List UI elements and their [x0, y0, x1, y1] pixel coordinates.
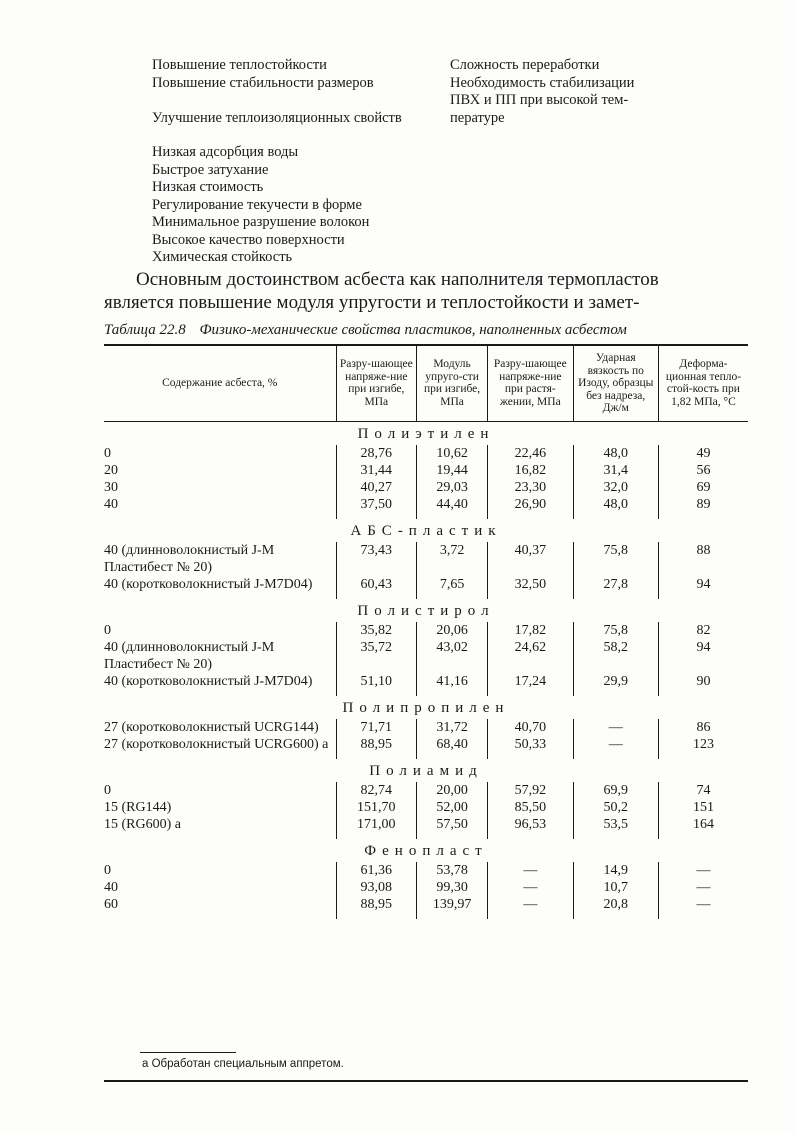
value-cell: 53,78 [417, 862, 488, 879]
section-title: Полипропилен [342, 699, 510, 716]
value-cell: 96,53 [488, 816, 574, 833]
table-row [104, 736, 748, 753]
value-cell: 37,50 [336, 496, 417, 513]
value-cell: 23,30 [488, 479, 574, 496]
asbestos-content-cell: 40 (коротковолокнистый J-M7D04) [104, 673, 313, 689]
value-cell: 61,36 [336, 862, 417, 879]
column-header: Содержание асбеста, % [104, 345, 336, 421]
table-row [104, 896, 748, 913]
value-cell: 40,37 [488, 542, 574, 576]
value-cell: 17,24 [488, 673, 574, 690]
value-cell: 20,06 [417, 622, 488, 639]
section-header-row [104, 599, 748, 622]
section-title: Полиамид [369, 762, 483, 779]
section-header-row [104, 421, 748, 445]
value-cell: 7,65 [417, 576, 488, 593]
advantage-item: Низкая адсорбция воды [152, 144, 299, 160]
value-cell: 29,03 [417, 479, 488, 496]
properties-row-4 [152, 110, 712, 128]
value-cell: 20,8 [573, 896, 658, 913]
table-row [104, 542, 748, 576]
value-cell: 86 [658, 719, 748, 736]
value-cell: 44,40 [417, 496, 488, 513]
value-cell: 35,72 [336, 639, 417, 673]
asbestos-content-cell: 20 [104, 462, 118, 478]
properties-table [104, 344, 748, 919]
advantage-item: Повышение стабильности размеров [152, 74, 374, 91]
section-header-row [104, 519, 748, 542]
value-cell: 31,44 [336, 462, 417, 479]
properties-row-2 [152, 75, 712, 93]
value-cell: — [658, 896, 748, 913]
value-cell: 82 [658, 622, 748, 639]
value-cell: 10,7 [573, 879, 658, 896]
value-cell: 85,50 [488, 799, 574, 816]
column-header: Разру-шающее напряже-ние при изгибе, МПа [336, 345, 417, 421]
value-cell: 151,70 [336, 799, 417, 816]
disadvantage-item: Необходимость стабилизации [450, 74, 635, 91]
value-cell: 10,62 [417, 445, 488, 462]
value-cell: 69 [658, 479, 748, 496]
disadvantage-item: ПВХ и ПП при высокой тем- [450, 92, 629, 108]
value-cell: 88,95 [336, 896, 417, 913]
asbestos-content-cell: 40 (длинноволокнистый J-M Пластибест № 20) [104, 639, 275, 672]
value-cell: 50,33 [488, 736, 574, 753]
advantage-item: Минимальное разрушение волокон [152, 214, 370, 230]
table-row [104, 479, 748, 496]
value-cell: 58,2 [573, 639, 658, 673]
column-header: Модуль упруго-сти при изгибе, МПа [417, 345, 488, 421]
value-cell: 48,0 [573, 445, 658, 462]
asbestos-content-cell: 40 [104, 879, 118, 895]
value-cell: 32,0 [573, 479, 658, 496]
value-cell: 57,92 [488, 782, 574, 799]
asbestos-content-cell: 30 [104, 479, 118, 495]
asbestos-content-cell: 15 (RG144) [104, 799, 172, 815]
advantage-item: Химическая стойкость [152, 249, 293, 265]
asbestos-content-cell: 60 [104, 896, 118, 912]
value-cell: — [573, 719, 658, 736]
table-header-row [104, 345, 748, 421]
asbestos-content-cell: 0 [104, 445, 111, 461]
value-cell: 75,8 [573, 622, 658, 639]
value-cell: 73,43 [336, 542, 417, 576]
disadvantage-item: пературе [450, 109, 505, 126]
value-cell: 93,08 [336, 879, 417, 896]
table-row [104, 445, 748, 462]
table-caption [104, 322, 749, 339]
advantage-item: Низкая стоимость [152, 179, 264, 195]
table-row [104, 496, 748, 513]
asbestos-content-cell: 15 (RG600) а [104, 816, 181, 832]
value-cell: 82,74 [336, 782, 417, 799]
table-row [104, 816, 748, 833]
value-cell: 171,00 [336, 816, 417, 833]
asbestos-content-cell: 40 [104, 496, 118, 512]
advantage-item: Высокое качество поверхности [152, 231, 345, 248]
section-gap [104, 913, 748, 919]
value-cell: 17,82 [488, 622, 574, 639]
value-cell: 75,8 [573, 542, 658, 576]
asbestos-content-cell: 40 (длинноволокнистый J-M Пластибест № 20) [104, 542, 275, 575]
paragraph-line-2: является повышение модуля упругости и теплостойкости и замет- [104, 292, 640, 313]
footnote-rule [140, 1052, 236, 1053]
table-row [104, 879, 748, 896]
table-body [104, 421, 748, 919]
value-cell: — [488, 896, 574, 913]
table-row [104, 576, 748, 593]
value-cell: 60,43 [336, 576, 417, 593]
table-row [104, 622, 748, 639]
value-cell: — [488, 862, 574, 879]
value-cell: 48,0 [573, 496, 658, 513]
value-cell: 27,8 [573, 576, 658, 593]
asbestos-content-cell: 40 (коротковолокнистый J-M7D04) [104, 576, 313, 592]
value-cell: 88,95 [336, 736, 417, 753]
value-cell: — [488, 879, 574, 896]
value-cell: 69,9 [573, 782, 658, 799]
value-cell: 24,62 [488, 639, 574, 673]
asbestos-content-cell: 27 (коротковолокнистый UCRG600) а [104, 736, 329, 752]
value-cell: 89 [658, 496, 748, 513]
section-title: Полистирол [357, 602, 495, 619]
value-cell: 31,4 [573, 462, 658, 479]
value-cell: 94 [658, 639, 748, 673]
value-cell: 14,9 [573, 862, 658, 879]
paragraph-line-1: Основным достоинством асбеста как наполнителя термопластов [136, 269, 659, 290]
asbestos-content-cell: 27 (коротковолокнистый UCRG144) [104, 719, 319, 735]
column-header: Разру-шающее напряже-ние при растя-жении, МПа [488, 345, 574, 421]
table-row [104, 719, 748, 736]
value-cell: 40,70 [488, 719, 574, 736]
value-cell: 164 [658, 816, 748, 833]
value-cell: 99,30 [417, 879, 488, 896]
section-header-row [104, 759, 748, 782]
value-cell: 41,16 [417, 673, 488, 690]
value-cell: 71,71 [336, 719, 417, 736]
section-header-row [104, 696, 748, 719]
value-cell: 26,90 [488, 496, 574, 513]
value-cell: 31,72 [417, 719, 488, 736]
value-cell: 16,82 [488, 462, 574, 479]
value-cell: 32,50 [488, 576, 574, 593]
section-title: Фенопласт [364, 842, 488, 859]
value-cell: 53,5 [573, 816, 658, 833]
value-cell: 90 [658, 673, 748, 690]
table-title: Физико-механические свойства пластиков, наполненных асбестом [199, 322, 627, 338]
value-cell: 56 [658, 462, 748, 479]
table-row [104, 639, 748, 673]
table-row [104, 673, 748, 690]
value-cell: — [573, 736, 658, 753]
table-row [104, 782, 748, 799]
value-cell: 123 [658, 736, 748, 753]
section-title: Полиэтилен [357, 425, 495, 442]
body-paragraph [104, 268, 749, 314]
value-cell: 19,44 [417, 462, 488, 479]
value-cell: 35,82 [336, 622, 417, 639]
disadvantage-item: Сложность переработки [450, 57, 600, 73]
advantage-item: Повышение теплостойкости [152, 57, 327, 73]
value-cell: 52,00 [417, 799, 488, 816]
section-title: АБС-пластик [350, 522, 502, 539]
table-footnote: а Обработан специальным аппретом. [142, 1058, 344, 1070]
advantage-item: Быстрое затухание [152, 161, 269, 178]
value-cell: 28,76 [336, 445, 417, 462]
value-cell: 57,50 [417, 816, 488, 833]
properties-list [152, 57, 712, 267]
asbestos-content-cell: 0 [104, 782, 111, 798]
value-cell: 40,27 [336, 479, 417, 496]
properties-row-3 [152, 92, 712, 110]
value-cell: — [658, 862, 748, 879]
table-row [104, 799, 748, 816]
value-cell: 151 [658, 799, 748, 816]
advantage-item: Улучшение теплоизоляционных свойств [152, 109, 402, 126]
value-cell: 43,02 [417, 639, 488, 673]
value-cell: 94 [658, 576, 748, 593]
properties-row-1 [152, 57, 712, 75]
asbestos-content-cell: 0 [104, 862, 111, 878]
table-row [104, 862, 748, 879]
column-header: Деформа-ционная тепло-стой-кость при 1,82 МПа, °С [658, 345, 748, 421]
value-cell: 88 [658, 542, 748, 576]
value-cell: 139,97 [417, 896, 488, 913]
advantage-item: Регулирование текучести в форме [152, 196, 362, 213]
value-cell: 29,9 [573, 673, 658, 690]
value-cell: 51,10 [336, 673, 417, 690]
asbestos-content-cell: 0 [104, 622, 111, 638]
page-bottom-rule [104, 1080, 748, 1082]
table-row [104, 462, 748, 479]
value-cell: 68,40 [417, 736, 488, 753]
value-cell: 22,46 [488, 445, 574, 462]
value-cell: 49 [658, 445, 748, 462]
value-cell: 74 [658, 782, 748, 799]
value-cell: — [658, 879, 748, 896]
table-label: Таблица 22.8 [104, 322, 186, 338]
section-header-row [104, 839, 748, 862]
value-cell: 3,72 [417, 542, 488, 576]
value-cell: 50,2 [573, 799, 658, 816]
value-cell: 20,00 [417, 782, 488, 799]
column-header: Ударная вязкость по Изоду, образцы без надреза, Дж/м [573, 345, 658, 421]
